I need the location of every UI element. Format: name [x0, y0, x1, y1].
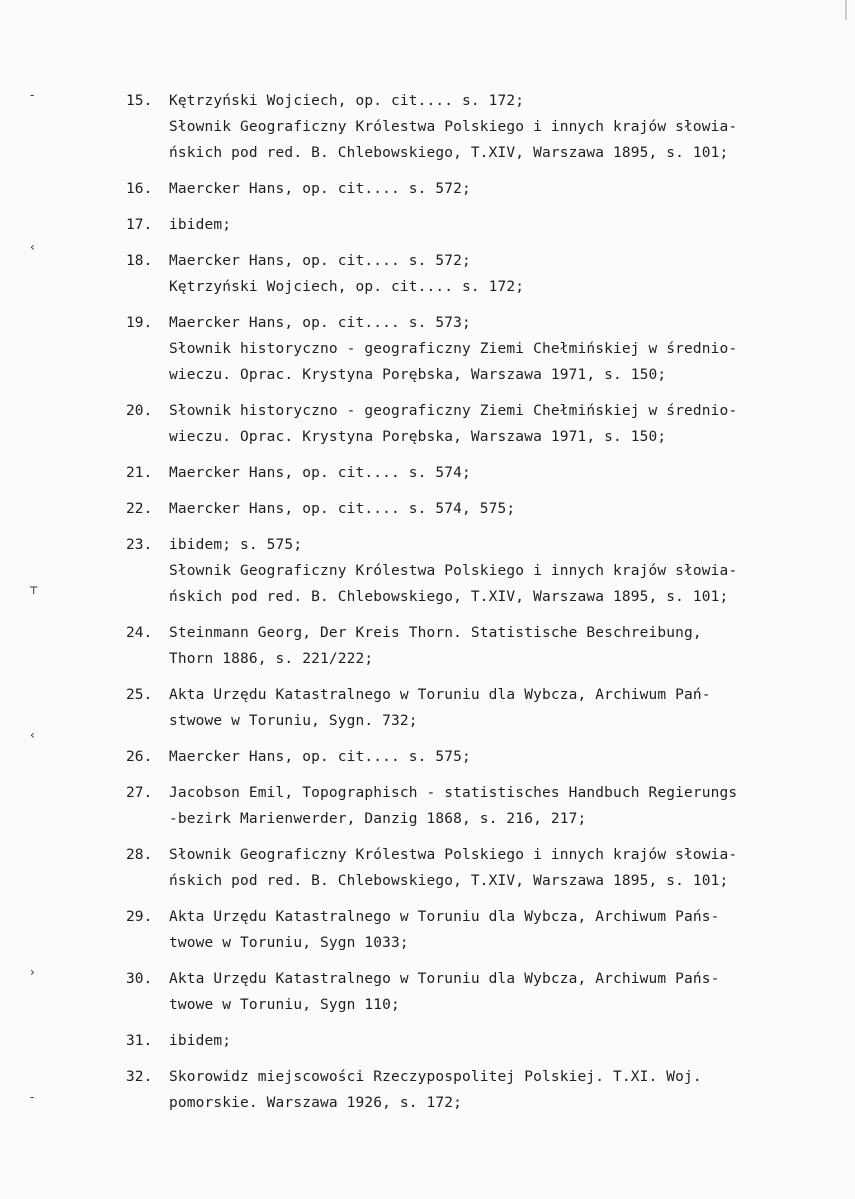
footnote-number: 30. [126, 971, 153, 987]
footnote-line: Kętrzyński Wojciech, op. cit.... s. 172; [169, 279, 525, 295]
footnote-item [126, 176, 841, 202]
footnote-item [126, 532, 841, 610]
footnote-number: 22. [126, 501, 153, 517]
footnote-line: Słownik Geograficzny Królestwa Polskiego i innych krajów słowia- [169, 119, 738, 135]
footnote-line: Akta Urzędu Katastralnego w Toruniu dla Wybcza, Archiwum Pańs- [169, 909, 720, 925]
footnote-item [126, 1028, 841, 1054]
footnote-text [169, 532, 841, 610]
margin-tick-mark: ┬ [30, 580, 38, 594]
footnote-line: ńskich pod red. B. Chlebowskiego, T.XIV, Warszawa 1895, s. 101; [169, 145, 729, 161]
footnote-line: Maercker Hans, op. cit.... s. 572; [169, 253, 471, 269]
footnote-text [169, 780, 841, 832]
footnote-text [169, 842, 841, 894]
footnote-line: ńskich pod red. B. Chlebowskiego, T.XIV, Warszawa 1895, s. 101; [169, 873, 729, 889]
footnote-line: ńskich pod red. B. Chlebowskiego, T.XIV, Warszawa 1895, s. 101; [169, 589, 729, 605]
footnote-line: Skorowidz miejscowości Rzeczypospolitej Polskiej. T.XI. Woj. [169, 1069, 702, 1085]
footnote-number: 15. [126, 93, 153, 109]
footnote-item [126, 398, 841, 450]
footnote-number: 18. [126, 253, 153, 269]
footnote-number: 21. [126, 465, 153, 481]
footnote-text [169, 460, 841, 486]
footnote-number: 28. [126, 847, 153, 863]
footnote-number: 32. [126, 1069, 153, 1085]
footnote-number: 26. [126, 749, 153, 765]
footnote-text [169, 248, 841, 300]
footnote-text [169, 1064, 841, 1116]
margin-tick-mark: › [30, 965, 35, 979]
footnote-number: 23. [126, 537, 153, 553]
footnote-line: -bezirk Marienwerder, Danzig 1868, s. 216, 217; [169, 811, 587, 827]
footnote-item [126, 1064, 841, 1116]
footnote-number: 25. [126, 687, 153, 703]
footnote-line: Słownik historyczno - geograficzny Ziemi Chełmińskiej w średnio- [169, 341, 738, 357]
footnote-text [169, 88, 841, 166]
footnote-line: Słownik Geograficzny Królestwa Polskiego i innych krajów słowia- [169, 563, 738, 579]
footnote-text [169, 904, 841, 956]
footnote-text [169, 398, 841, 450]
footnote-item [126, 744, 841, 770]
footnote-number: 27. [126, 785, 153, 801]
margin-tick-mark: ‹ [30, 728, 35, 742]
footnote-line: wieczu. Oprac. Krystyna Porębska, Warszawa 1971, s. 150; [169, 367, 667, 383]
footnote-text [169, 496, 841, 522]
footnote-line: Słownik historyczno - geograficzny Ziemi Chełmińskiej w średnio- [169, 403, 738, 419]
footnote-number: 31. [126, 1033, 153, 1049]
footnote-line: ibidem; [169, 1033, 232, 1049]
footnote-line: pomorskie. Warszawa 1926, s. 172; [169, 1095, 463, 1111]
footnote-text [169, 212, 841, 238]
footnote-line: twowe w Toruniu, Sygn 110; [169, 997, 400, 1013]
footnote-text [169, 1028, 841, 1054]
footnote-line: Maercker Hans, op. cit.... s. 574, 575; [169, 501, 516, 517]
footnote-line: Maercker Hans, op. cit.... s. 574; [169, 465, 471, 481]
footnote-line: Akta Urzędu Katastralnego w Toruniu dla Wybcza, Archiwum Pańs- [169, 971, 720, 987]
footnote-item [126, 682, 841, 734]
footnote-text [169, 744, 841, 770]
footnote-number: 17. [126, 217, 153, 233]
margin-tick-mark: ‹ [30, 240, 35, 254]
footnote-item [126, 842, 841, 894]
footnote-item [126, 904, 841, 956]
footnote-line: twowe w Toruniu, Sygn 1033; [169, 935, 409, 951]
footnote-line: Kętrzyński Wojciech, op. cit.... s. 172; [169, 93, 525, 109]
footnote-number: 29. [126, 909, 153, 925]
margin-tick-mark: ‐ [30, 1090, 35, 1104]
footnote-line: Jacobson Emil, Topographisch - statistisches Handbuch Regierungs [169, 785, 738, 801]
footnote-line: Maercker Hans, op. cit.... s. 575; [169, 749, 471, 765]
footnote-item [126, 460, 841, 486]
footnote-line: ibidem; [169, 217, 232, 233]
footnote-text [169, 620, 841, 672]
footnote-item [126, 966, 841, 1018]
footnote-line: wieczu. Oprac. Krystyna Porębska, Warszawa 1971, s. 150; [169, 429, 667, 445]
footnote-item [126, 310, 841, 388]
footnote-number: 19. [126, 315, 153, 331]
footnote-line: ibidem; s. 575; [169, 537, 303, 553]
footnote-number: 24. [126, 625, 153, 641]
footnote-item [126, 88, 841, 166]
footnote-item [126, 620, 841, 672]
margin-tick-mark: ‐ [30, 88, 35, 102]
footnote-text [169, 682, 841, 734]
footnote-line: Maercker Hans, op. cit.... s. 573; [169, 315, 471, 331]
footnote-list [126, 88, 841, 1126]
footnote-line: stwowe w Toruniu, Sygn. 732; [169, 713, 418, 729]
page-edge-mark [845, 0, 847, 20]
footnote-line: Steinmann Georg, Der Kreis Thorn. Statistische Beschreibung, [169, 625, 702, 641]
footnote-text [169, 176, 841, 202]
footnote-line: Maercker Hans, op. cit.... s. 572; [169, 181, 471, 197]
footnote-line: Thorn 1886, s. 221/222; [169, 651, 374, 667]
footnote-line: Akta Urzędu Katastralnego w Toruniu dla Wybcza, Archiwum Pań- [169, 687, 711, 703]
footnote-line: Słownik Geograficzny Królestwa Polskiego i innych krajów słowia- [169, 847, 738, 863]
footnote-number: 20. [126, 403, 153, 419]
footnote-item [126, 212, 841, 238]
footnote-item [126, 780, 841, 832]
footnote-number: 16. [126, 181, 153, 197]
footnote-text [169, 310, 841, 388]
footnote-item [126, 496, 841, 522]
footnote-text [169, 966, 841, 1018]
footnote-item [126, 248, 841, 300]
